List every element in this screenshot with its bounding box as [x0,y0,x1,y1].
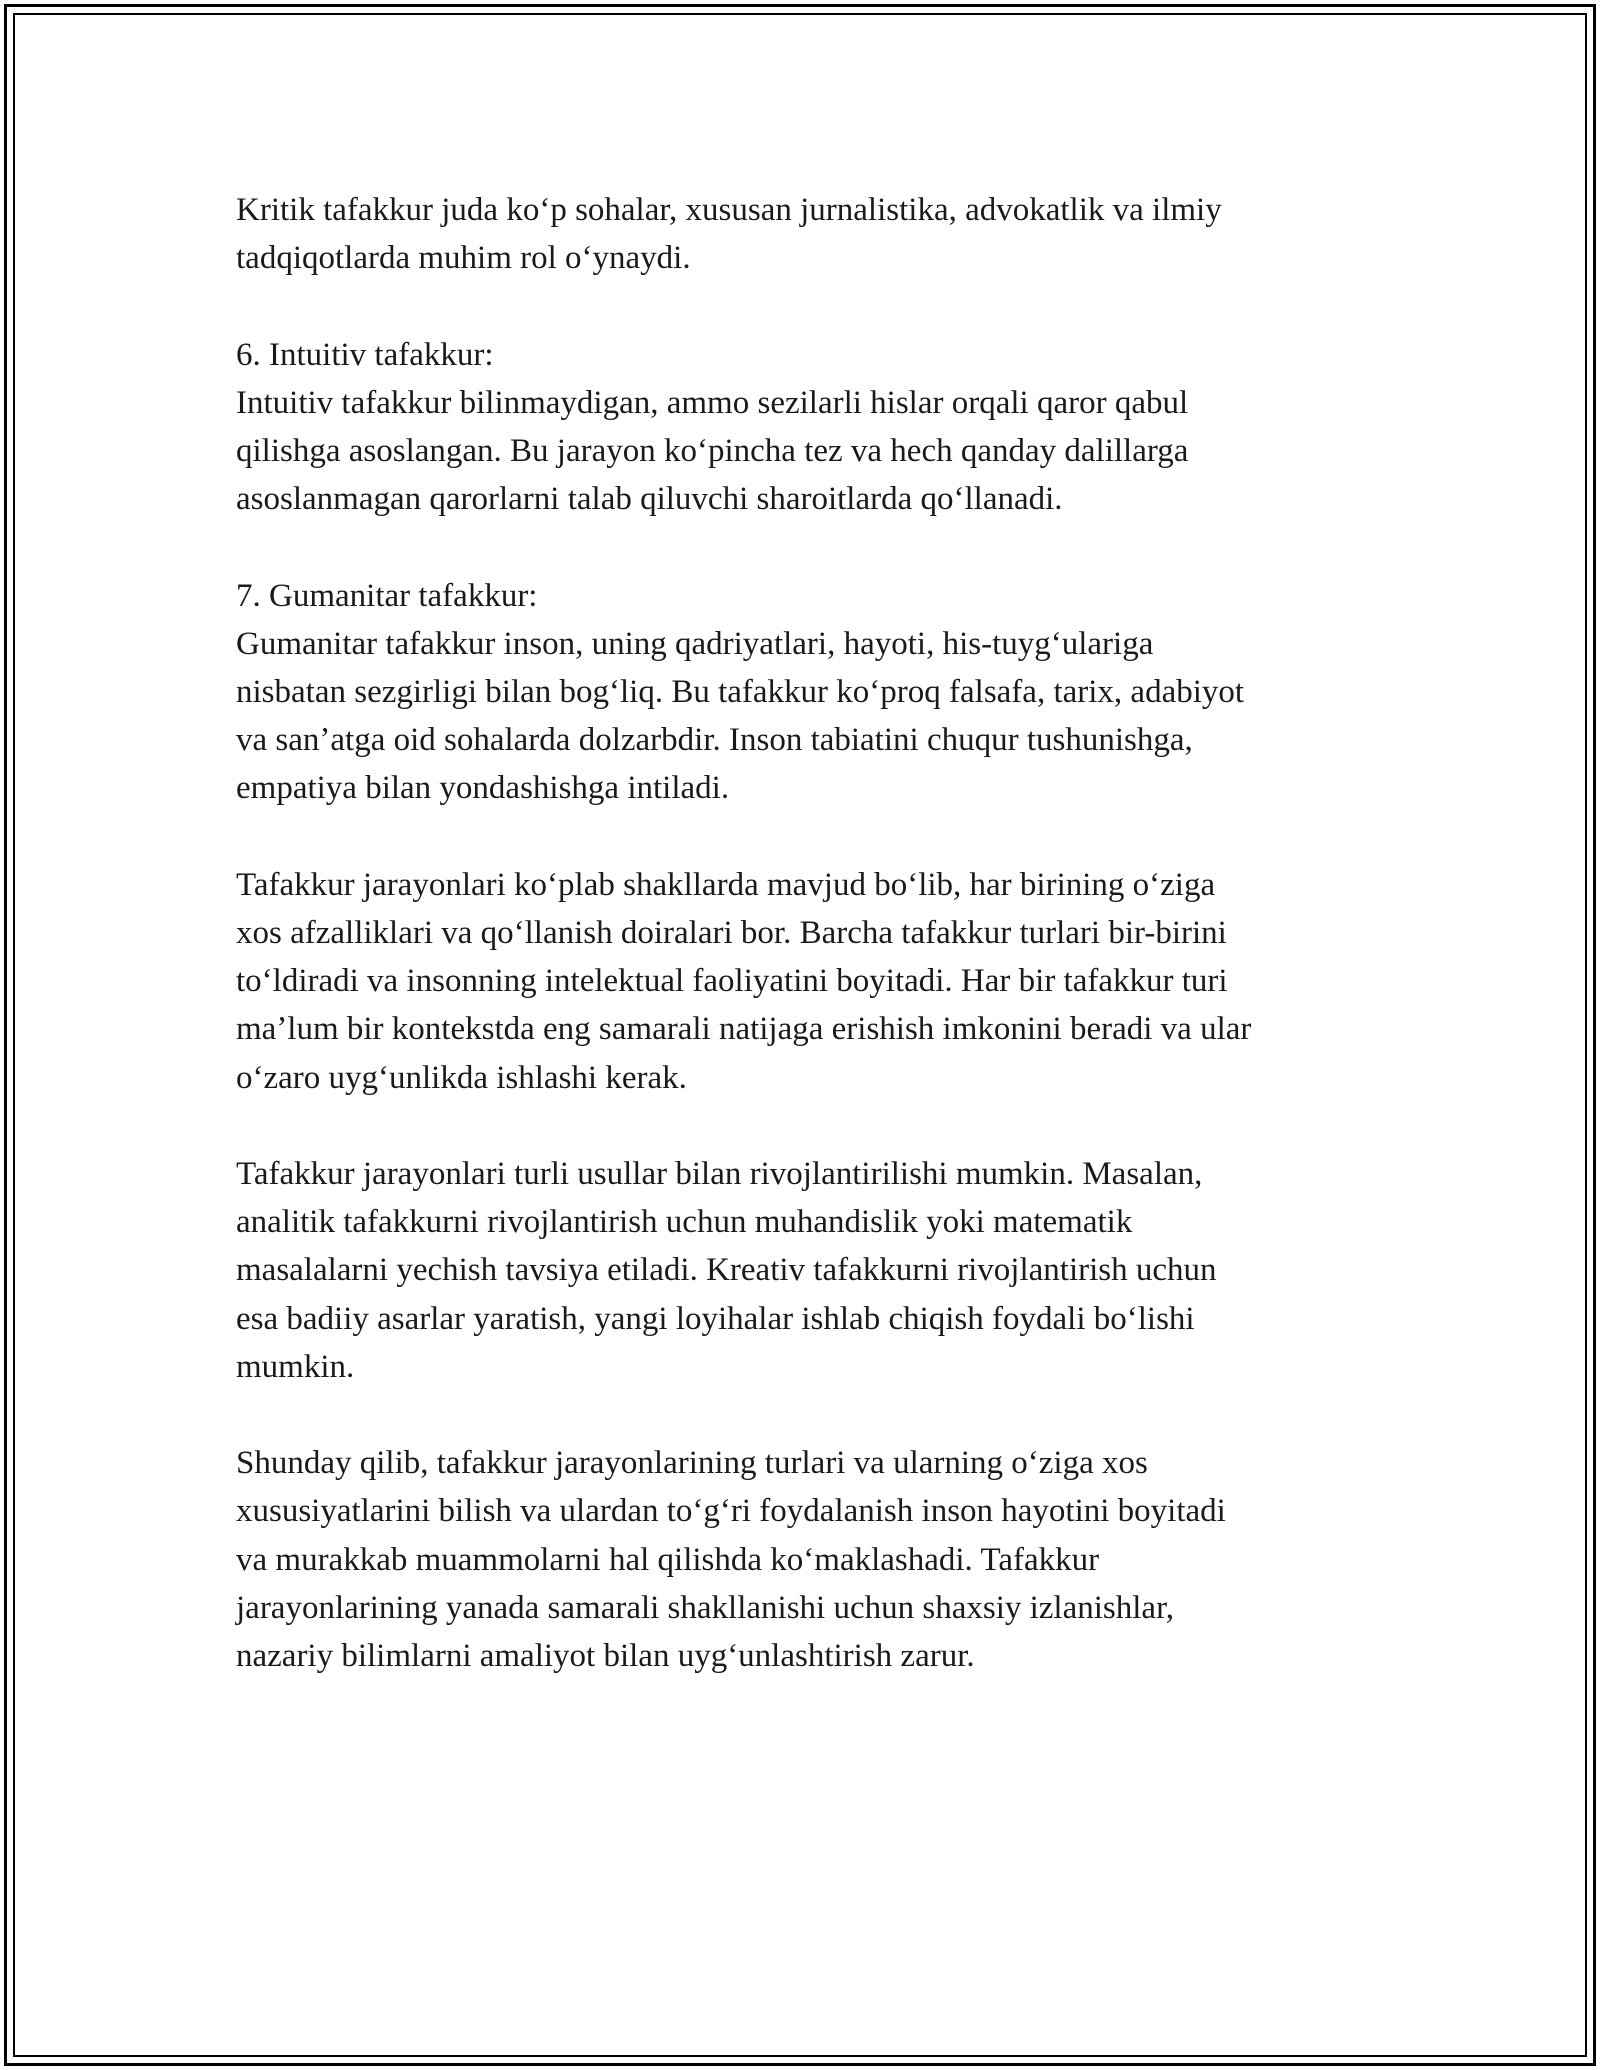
text-line: 7. Gumanitar tafakkur: [236,577,538,614]
paragraph [236,331,1376,524]
text-line: analitik tafakkurni rivojlantirish uchun muhandislik yoki matematik [236,1204,1133,1241]
paragraph [236,1439,1376,1680]
text-line: maʼlum bir kontekstda eng samarali natijaga erishish imkonini beradi va ular [236,1011,1252,1048]
text-line: 6. Intuitiv tafakkur: [236,336,494,373]
text-line: Tafakkur jarayonlari koʻplab shakllarda mavjud boʻlib, har birining oʻziga [236,866,1216,903]
text-line: va murakkab muammolarni hal qilishda koʻmaklashadi. Tafakkur [236,1541,1100,1578]
paragraph [236,861,1376,1102]
text-line: Tafakkur jarayonlari turli usullar bilan rivojlantirilishi mumkin. Masalan, [236,1156,1203,1192]
text-line: tadqiqotlarda muhim rol oʻynaydi. [236,240,691,277]
paragraph [236,572,1376,813]
document-body [236,186,1376,1728]
text-line: Intuitiv tafakkur bilinmaydigan, ammo sezilarli hislar orqali qaror qabul [236,384,1189,421]
text-line: xususiyatlarini bilish va ulardan toʻgʻri foydalanish inson hayotini boyitadi [236,1493,1226,1530]
text-line: nazariy bilimlarni amaliyot bilan uygʻunlashtirish zarur. [236,1638,975,1675]
text-line: Gumanitar tafakkur inson, uning qadriyatlari, hayoti, his-tuygʻulariga [236,625,1154,662]
text-line: xos afzalliklari va qoʻllanish doiralari bor. Barcha tafakkur turlari bir-birini [236,915,1227,951]
text-line: va sanʼatga oid sohalarda dolzarbdir. Inson tabiatini chuqur tushunishga, [236,722,1193,759]
text-line: asoslanmagan qarorlarni talab qiluvchi sharoitlarda qoʻllanadi. [236,481,1063,518]
text-line: Kritik tafakkur juda koʻp sohalar, xususan jurnalistika, advokatlik va ilmiy [236,192,1222,228]
paragraph [236,1150,1376,1391]
text-line: masalalarni yechish tavsiya etiladi. Kreativ tafakkurni rivojlantirish uchun [236,1252,1217,1289]
text-line: jarayonlarining yanada samarali shakllanishi uchun shaxsiy izlanishlar, [236,1589,1174,1626]
paragraph [236,186,1376,282]
text-line: qilishga asoslangan. Bu jarayon koʻpincha tez va hech qanday dalillarga [236,433,1189,469]
text-line: Shunday qilib, tafakkur jarayonlarining turlari va ularning oʻziga xos [236,1445,1148,1482]
text-line: esa badiiy asarlar yaratish, yangi loyihalar ishlab chiqish foydali boʻlishi [236,1300,1195,1337]
text-line: empatiya bilan yondashishga intiladi. [236,770,730,807]
text-line: toʻldiradi va insonning intelektual faoliyatini boyitadi. Har bir tafakkur turi [236,963,1228,1000]
text-line: mumkin. [236,1348,355,1385]
text-line: nisbatan sezgirligi bilan bogʻliq. Bu tafakkur koʻproq falsafa, tarix, adabiyot [236,674,1245,710]
text-line: oʻzaro uygʻunlikda ishlashi kerak. [236,1059,687,1096]
